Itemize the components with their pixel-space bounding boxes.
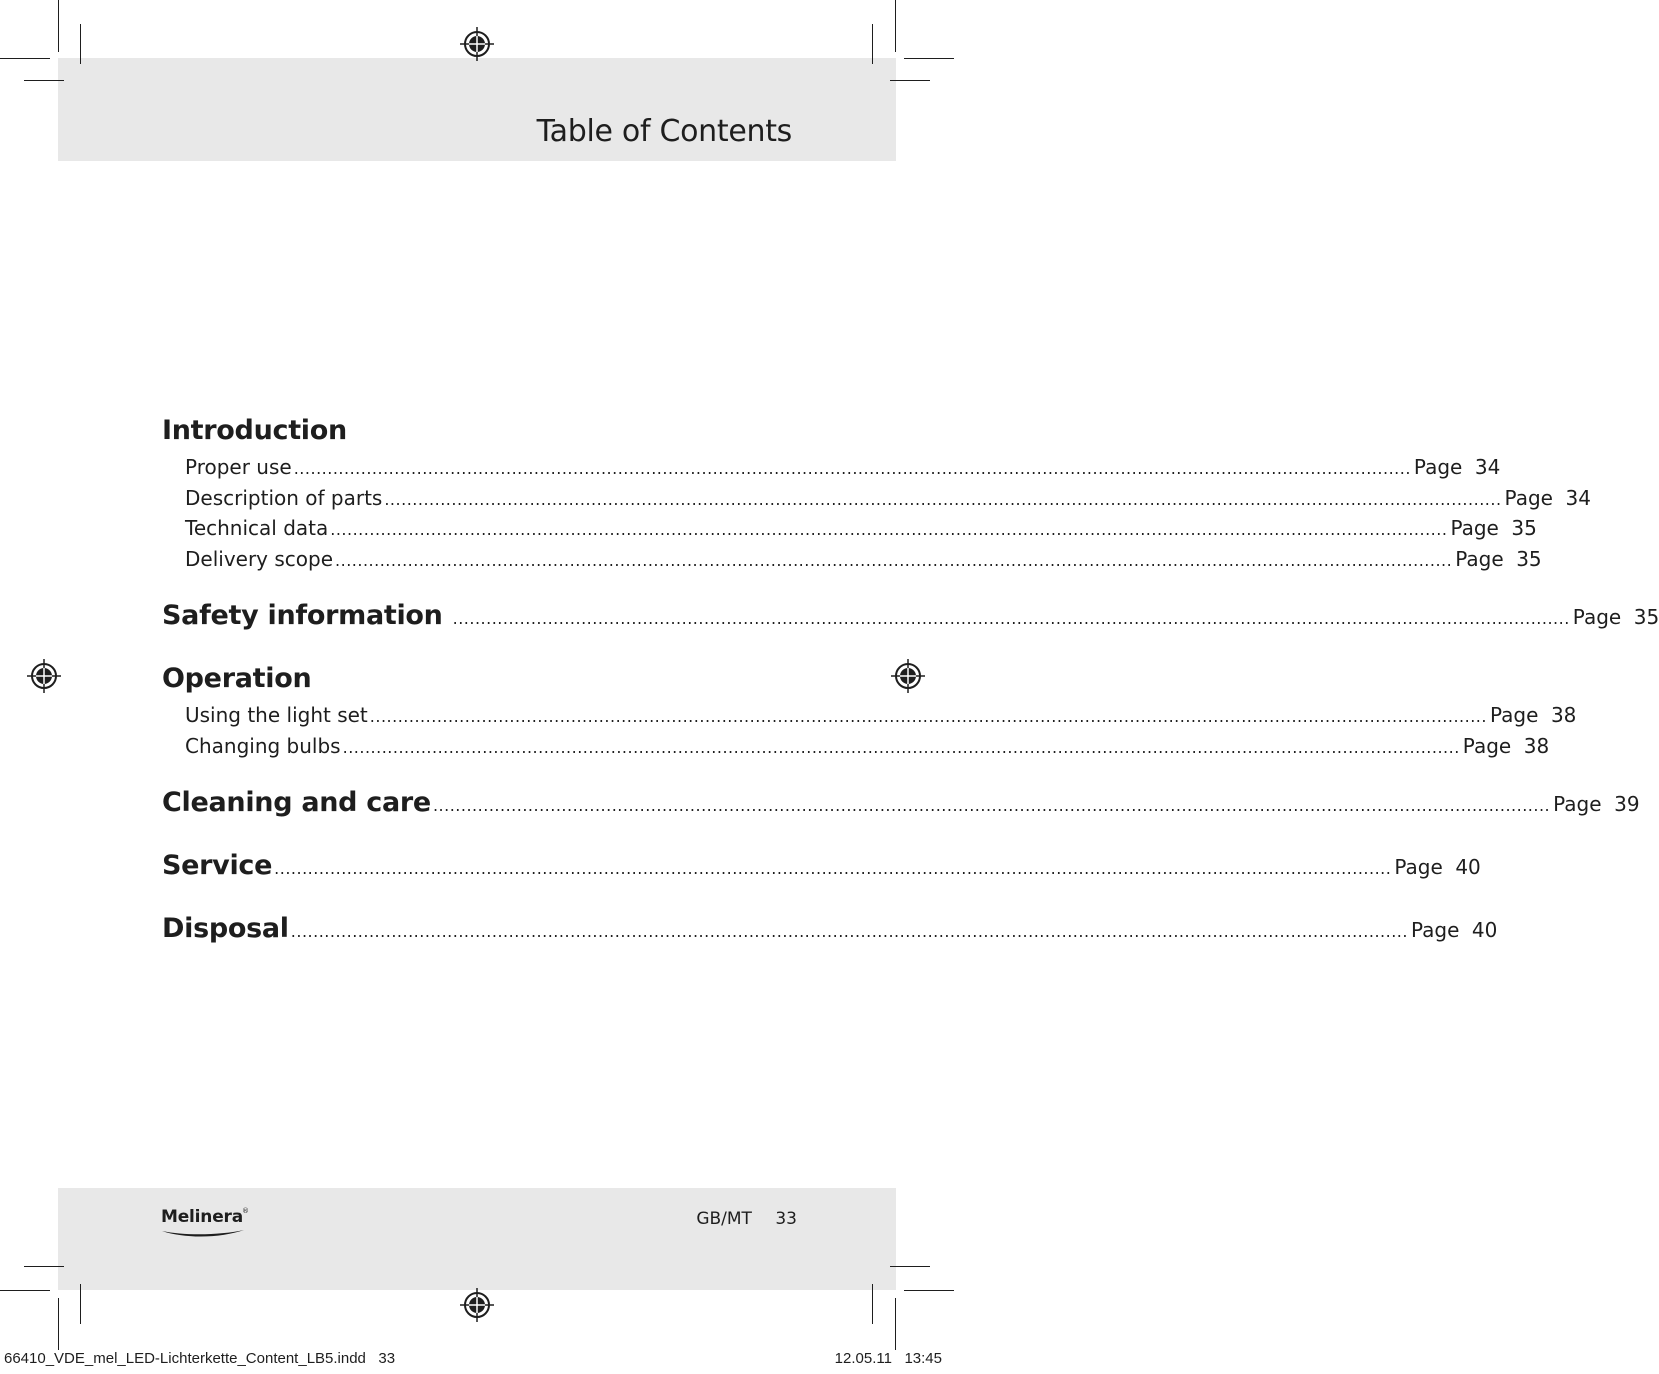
page-word: Page [1572, 605, 1622, 629]
dot-leader: ........................................................................................................................................................................................................ [335, 550, 1453, 570]
page-number: 35 [1516, 546, 1542, 571]
footer-page-number: 33 [775, 1209, 797, 1229]
page-word: Page [1462, 733, 1512, 758]
registered-mark: ® [242, 1207, 249, 1215]
registration-mark-icon [891, 659, 925, 693]
registration-mark-icon [460, 1288, 494, 1322]
page-word: Page [1553, 792, 1602, 816]
dot-leader: ........................................................................................................................................................................................................ [432, 796, 1551, 815]
crop-mark [895, 1298, 896, 1350]
page-word: Page [1450, 516, 1499, 540]
toc-entry-label: Using the light set [185, 703, 368, 727]
toc-entry-service[interactable] [162, 845, 1481, 887]
toc-entry-safety-information[interactable] [162, 595, 1659, 637]
crop-mark [904, 1290, 954, 1291]
toc-entry-using-the-light-set[interactable] [162, 700, 1577, 731]
toc-entry-cleaning-and-care[interactable] [162, 782, 1640, 824]
crop-mark [904, 58, 954, 59]
page-word: Page [1410, 918, 1460, 942]
dot-leader: ........................................................................................................................................................................................................ [369, 707, 1487, 726]
page-word: Page [1489, 703, 1539, 727]
toc-entry-disposal[interactable] [162, 908, 1498, 950]
dot-leader: ........................................................................................................................................................................................................ [452, 609, 1570, 628]
toc-entry-description-of-parts[interactable] [162, 483, 1591, 514]
section-heading-cleaning-and-care: Cleaning and care [162, 787, 431, 818]
logo-swoosh-icon [161, 1227, 245, 1239]
crop-mark [890, 1266, 930, 1267]
page-word: Page [1394, 855, 1443, 879]
page-number: 35 [1633, 605, 1659, 629]
print-slug-timestamp: 12.05.11 13:45 [834, 1350, 942, 1367]
crop-mark [895, 0, 896, 52]
page-word: Page [1455, 546, 1504, 571]
dot-leader: ........................................................................................................................................................................................................ [274, 859, 1392, 878]
locale-code: GB/MT [696, 1209, 752, 1229]
toc-entry-delivery-scope[interactable] [162, 544, 1542, 575]
page-number: 40 [1471, 918, 1498, 942]
page-word: Page [1413, 455, 1463, 479]
dot-leader: ........................................................................................................................................................................................................ [290, 922, 1408, 941]
crop-mark [872, 1284, 873, 1324]
brand-name: Melinera [161, 1207, 243, 1227]
page-word: Page [1504, 485, 1553, 510]
crop-mark [80, 24, 81, 64]
brand-logo [161, 1207, 251, 1241]
crop-mark [58, 1298, 59, 1350]
page-number: 34 [1474, 455, 1501, 479]
page-number: 40 [1455, 855, 1481, 879]
toc-entry-label: Proper use [185, 455, 292, 479]
dot-leader: ........................................................................................................................................................................................................ [330, 520, 1448, 539]
page-number: 35 [1511, 516, 1537, 540]
section-heading-disposal: Disposal [162, 913, 289, 944]
crop-mark [24, 80, 64, 81]
print-slug-file: 66410_VDE_mel_LED-Lichterkette_Content_LB5.indd 33 [4, 1350, 396, 1367]
crop-mark [0, 1290, 50, 1291]
registration-mark-icon [27, 659, 61, 693]
crop-mark [24, 1266, 64, 1267]
page-number: 38 [1523, 733, 1550, 758]
dot-leader: ........................................................................................................................................................................................................ [342, 737, 1460, 757]
section-heading-introduction: Introduction [162, 415, 347, 446]
page-number: 39 [1614, 792, 1640, 816]
crop-mark [80, 1284, 81, 1324]
crop-mark [890, 80, 930, 81]
section-heading-service: Service [162, 850, 273, 881]
dot-leader: ........................................................................................................................................................................................................ [384, 489, 1502, 509]
page-number: 34 [1565, 485, 1591, 510]
crop-mark [58, 0, 59, 52]
table-of-contents [162, 410, 1659, 950]
toc-entry-technical-data[interactable] [162, 513, 1537, 544]
toc-entry-label: Technical data [185, 516, 329, 540]
section-heading-operation: Operation [162, 663, 312, 694]
toc-entry-proper-use[interactable] [162, 452, 1501, 483]
toc-entry-label: Description of parts [185, 485, 383, 510]
page-title: Table of Contents [536, 114, 792, 149]
crop-mark [0, 58, 50, 59]
toc-entry-changing-bulbs[interactable] [162, 731, 1550, 762]
section-heading-safety-information: Safety information [162, 600, 443, 631]
dot-leader: ........................................................................................................................................................................................................ [293, 459, 1411, 478]
page-number: 38 [1550, 703, 1577, 727]
crop-mark [872, 24, 873, 64]
footer-page-info [696, 1209, 797, 1229]
toc-entry-label: Changing bulbs [185, 733, 341, 758]
toc-entry-label: Delivery scope [185, 546, 334, 571]
registration-mark-icon [460, 27, 494, 61]
